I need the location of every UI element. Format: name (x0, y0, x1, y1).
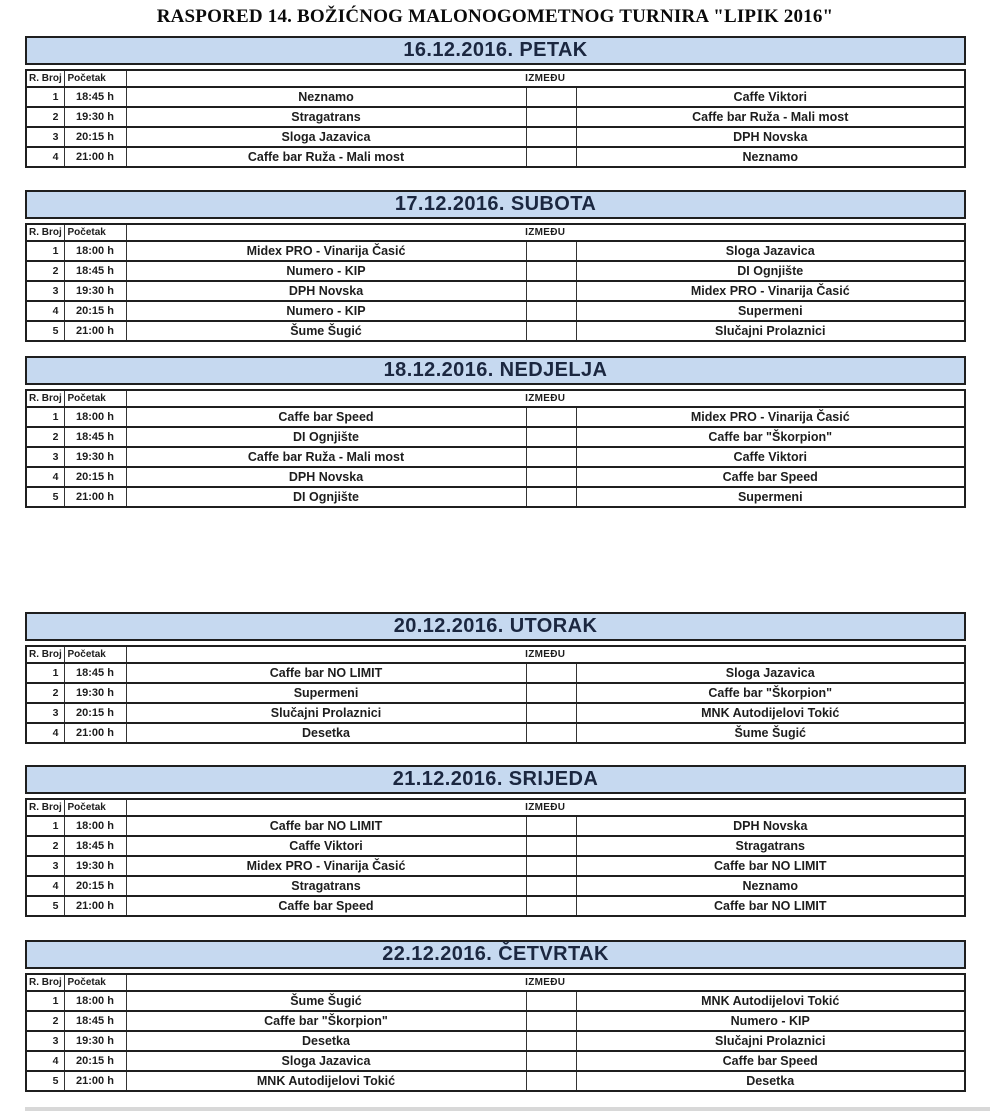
match-time: 21:00 h (64, 147, 126, 167)
away-team: Caffe bar "Škorpion" (576, 683, 965, 703)
col-header-pocetak: Početak (64, 799, 126, 816)
separator-cell (526, 407, 576, 427)
away-team: Midex PRO - Vinarija Časić (576, 281, 965, 301)
home-team: Caffe bar NO LIMIT (126, 816, 526, 836)
away-team: DI Ognjište (576, 261, 965, 281)
column-header-row (26, 390, 965, 407)
column-header-row (26, 974, 965, 991)
day-table (25, 36, 966, 168)
match-number: 5 (26, 487, 64, 507)
match-time: 19:30 h (64, 107, 126, 127)
match-row (26, 1031, 965, 1051)
away-team: Caffe bar "Škorpion" (576, 427, 965, 447)
match-row (26, 281, 965, 301)
match-number: 3 (26, 1031, 64, 1051)
home-team: Desetka (126, 723, 526, 743)
away-team: Sloga Jazavica (576, 241, 965, 261)
away-team: Midex PRO - Vinarija Časić (576, 407, 965, 427)
match-number: 4 (26, 723, 64, 743)
match-number: 2 (26, 836, 64, 856)
away-team: Caffe bar Speed (576, 467, 965, 487)
home-team: Midex PRO - Vinarija Časić (126, 241, 526, 261)
separator-cell (526, 261, 576, 281)
away-team: Slučajni Prolaznici (576, 321, 965, 341)
away-team: Neznamo (576, 876, 965, 896)
match-row (26, 407, 965, 427)
day-table (25, 612, 966, 744)
col-header-rbroj: R. Broj (26, 974, 64, 991)
match-row (26, 856, 965, 876)
match-number: 3 (26, 447, 64, 467)
away-team: Caffe bar NO LIMIT (576, 896, 965, 916)
match-number: 1 (26, 816, 64, 836)
away-team: Supermeni (576, 487, 965, 507)
home-team: MNK Autodijelovi Tokić (126, 1071, 526, 1091)
cropped-bottom-edge (25, 1107, 990, 1111)
away-team: DPH Novska (576, 127, 965, 147)
day-table (25, 356, 966, 508)
match-time: 18:45 h (64, 836, 126, 856)
match-row (26, 836, 965, 856)
separator-cell (526, 816, 576, 836)
match-number: 3 (26, 703, 64, 723)
match-number: 3 (26, 127, 64, 147)
home-team: Caffe bar Speed (126, 407, 526, 427)
col-header-pocetak: Početak (64, 70, 126, 87)
away-team: Caffe bar Ruža - Mali most (576, 107, 965, 127)
separator-cell (526, 896, 576, 916)
home-team: Šume Šugić (126, 321, 526, 341)
separator-cell (526, 301, 576, 321)
separator-cell (526, 856, 576, 876)
match-time: 20:15 h (64, 1051, 126, 1071)
match-row (26, 663, 965, 683)
day-header: 16.12.2016. PETAK (25, 36, 966, 65)
home-team: Numero - KIP (126, 261, 526, 281)
home-team: Slučajni Prolaznici (126, 703, 526, 723)
match-row (26, 427, 965, 447)
separator-cell (526, 683, 576, 703)
match-row (26, 876, 965, 896)
day-header: 22.12.2016. ČETVRTAK (25, 940, 966, 969)
day-header: 21.12.2016. SRIJEDA (25, 765, 966, 794)
separator-cell (526, 1011, 576, 1031)
separator-cell (526, 836, 576, 856)
match-time: 19:30 h (64, 447, 126, 467)
home-team: Sloga Jazavica (126, 127, 526, 147)
match-number: 4 (26, 1051, 64, 1071)
separator-cell (526, 876, 576, 896)
away-team: MNK Autodijelovi Tokić (576, 991, 965, 1011)
separator-cell (526, 1071, 576, 1091)
separator-cell (526, 487, 576, 507)
match-row (26, 1011, 965, 1031)
column-header-row (26, 224, 965, 241)
schedule-tables (25, 36, 966, 1092)
away-team: DPH Novska (576, 816, 965, 836)
match-row (26, 816, 965, 836)
home-team: DI Ognjište (126, 427, 526, 447)
separator-cell (526, 703, 576, 723)
match-time: 19:30 h (64, 683, 126, 703)
match-number: 2 (26, 261, 64, 281)
match-time: 21:00 h (64, 1071, 126, 1091)
day-table (25, 940, 966, 1092)
day-table (25, 190, 966, 342)
separator-cell (526, 127, 576, 147)
match-number: 4 (26, 876, 64, 896)
column-header-row (26, 646, 965, 663)
match-row (26, 703, 965, 723)
home-team: Sloga Jazavica (126, 1051, 526, 1071)
col-header-rbroj: R. Broj (26, 70, 64, 87)
match-row (26, 1071, 965, 1091)
match-time: 21:00 h (64, 487, 126, 507)
schedule-grid (25, 223, 966, 342)
match-number: 4 (26, 147, 64, 167)
match-number: 2 (26, 107, 64, 127)
match-row (26, 107, 965, 127)
col-header-rbroj: R. Broj (26, 390, 64, 407)
away-team: Šume Šugić (576, 723, 965, 743)
match-number: 1 (26, 87, 64, 107)
match-time: 21:00 h (64, 896, 126, 916)
match-row (26, 896, 965, 916)
schedule-grid (25, 69, 966, 168)
match-row (26, 1051, 965, 1071)
day-header: 17.12.2016. SUBOTA (25, 190, 966, 219)
away-team: Caffe Viktori (576, 447, 965, 467)
match-time: 19:30 h (64, 856, 126, 876)
col-header-izmedu: IZMEĐU (126, 390, 965, 407)
separator-cell (526, 1031, 576, 1051)
col-header-izmedu: IZMEĐU (126, 70, 965, 87)
separator-cell (526, 281, 576, 301)
match-time: 18:45 h (64, 87, 126, 107)
match-number: 1 (26, 991, 64, 1011)
match-time: 18:45 h (64, 427, 126, 447)
match-time: 21:00 h (64, 723, 126, 743)
separator-cell (526, 427, 576, 447)
match-number: 5 (26, 321, 64, 341)
column-header-row (26, 799, 965, 816)
separator-cell (526, 1051, 576, 1071)
separator-cell (526, 467, 576, 487)
match-row (26, 301, 965, 321)
col-header-pocetak: Početak (64, 224, 126, 241)
home-team: DPH Novska (126, 467, 526, 487)
away-team: Supermeni (576, 301, 965, 321)
col-header-pocetak: Početak (64, 974, 126, 991)
schedule-grid (25, 389, 966, 508)
away-team: Neznamo (576, 147, 965, 167)
match-time: 20:15 h (64, 467, 126, 487)
match-time: 18:45 h (64, 663, 126, 683)
separator-cell (526, 321, 576, 341)
match-row (26, 261, 965, 281)
home-team: Numero - KIP (126, 301, 526, 321)
match-number: 2 (26, 683, 64, 703)
col-header-izmedu: IZMEĐU (126, 799, 965, 816)
match-row (26, 467, 965, 487)
home-team: Supermeni (126, 683, 526, 703)
match-number: 4 (26, 301, 64, 321)
schedule-grid (25, 645, 966, 744)
col-header-izmedu: IZMEĐU (126, 224, 965, 241)
match-number: 2 (26, 427, 64, 447)
match-row (26, 487, 965, 507)
match-time: 19:30 h (64, 281, 126, 301)
column-header-row (26, 70, 965, 87)
home-team: DPH Novska (126, 281, 526, 301)
page-title: RASPORED 14. BOŽIĆNOG MALONOGOMETNOG TURNIRA "LIPIK 2016" (156, 6, 834, 27)
match-time: 20:15 h (64, 301, 126, 321)
home-team: Caffe bar "Škorpion" (126, 1011, 526, 1031)
home-team: Stragatrans (126, 107, 526, 127)
match-row (26, 447, 965, 467)
separator-cell (526, 723, 576, 743)
away-team: Caffe Viktori (576, 87, 965, 107)
day-header: 20.12.2016. UTORAK (25, 612, 966, 641)
match-time: 18:00 h (64, 407, 126, 427)
match-row (26, 991, 965, 1011)
separator-cell (526, 107, 576, 127)
match-number: 2 (26, 1011, 64, 1031)
match-number: 3 (26, 281, 64, 301)
home-team: Stragatrans (126, 876, 526, 896)
match-row (26, 147, 965, 167)
away-team: MNK Autodijelovi Tokić (576, 703, 965, 723)
match-row (26, 723, 965, 743)
separator-cell (526, 241, 576, 261)
match-number: 5 (26, 896, 64, 916)
separator-cell (526, 447, 576, 467)
away-team: Desetka (576, 1071, 965, 1091)
match-time: 21:00 h (64, 321, 126, 341)
home-team: Desetka (126, 1031, 526, 1051)
home-team: Caffe Viktori (126, 836, 526, 856)
match-number: 1 (26, 663, 64, 683)
match-time: 20:15 h (64, 127, 126, 147)
away-team: Slučajni Prolaznici (576, 1031, 965, 1051)
day-header: 18.12.2016. NEDJELJA (25, 356, 966, 385)
match-number: 3 (26, 856, 64, 876)
match-row (26, 321, 965, 341)
home-team: Caffe bar Speed (126, 896, 526, 916)
col-header-pocetak: Početak (64, 390, 126, 407)
col-header-izmedu: IZMEĐU (126, 974, 965, 991)
away-team: Caffe bar Speed (576, 1051, 965, 1071)
separator-cell (526, 87, 576, 107)
match-row (26, 87, 965, 107)
away-team: Stragatrans (576, 836, 965, 856)
home-team: Šume Šugić (126, 991, 526, 1011)
schedule-grid (25, 798, 966, 917)
match-time: 18:45 h (64, 1011, 126, 1031)
home-team: Caffe bar NO LIMIT (126, 663, 526, 683)
match-time: 18:45 h (64, 261, 126, 281)
match-number: 4 (26, 467, 64, 487)
home-team: Neznamo (126, 87, 526, 107)
col-header-rbroj: R. Broj (26, 646, 64, 663)
match-time: 18:00 h (64, 991, 126, 1011)
match-time: 20:15 h (64, 703, 126, 723)
match-time: 18:00 h (64, 241, 126, 261)
col-header-pocetak: Početak (64, 646, 126, 663)
day-table (25, 765, 966, 917)
match-time: 20:15 h (64, 876, 126, 896)
home-team: Midex PRO - Vinarija Časić (126, 856, 526, 876)
match-number: 1 (26, 241, 64, 261)
match-number: 5 (26, 1071, 64, 1091)
schedule-grid (25, 973, 966, 1092)
separator-cell (526, 991, 576, 1011)
match-row (26, 683, 965, 703)
col-header-rbroj: R. Broj (26, 799, 64, 816)
match-row (26, 241, 965, 261)
col-header-izmedu: IZMEĐU (126, 646, 965, 663)
separator-cell (526, 663, 576, 683)
away-team: Sloga Jazavica (576, 663, 965, 683)
match-time: 19:30 h (64, 1031, 126, 1051)
match-time: 18:00 h (64, 816, 126, 836)
home-team: DI Ognjište (126, 487, 526, 507)
separator-cell (526, 147, 576, 167)
home-team: Caffe bar Ruža - Mali most (126, 147, 526, 167)
away-team: Caffe bar NO LIMIT (576, 856, 965, 876)
col-header-rbroj: R. Broj (26, 224, 64, 241)
match-row (26, 127, 965, 147)
away-team: Numero - KIP (576, 1011, 965, 1031)
home-team: Caffe bar Ruža - Mali most (126, 447, 526, 467)
match-number: 1 (26, 407, 64, 427)
